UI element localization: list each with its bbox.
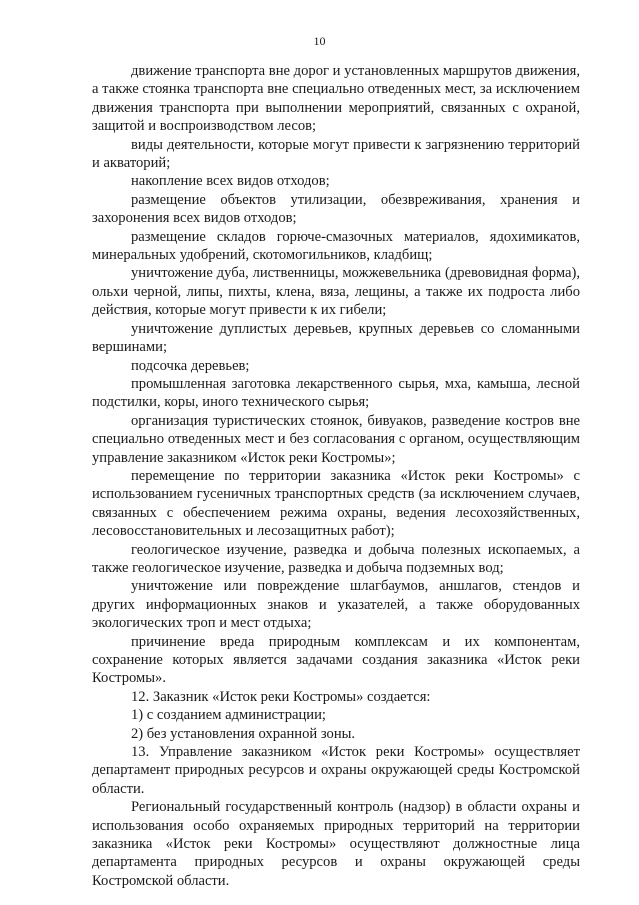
paragraph-off-road-traffic: движение транспорта вне дорог и установленных маршрутов движения, а также стоянка транспорта вне специально отведенных мест, за исключением движения транспорта при выполнении мероприятий, связанных с охраной, защитой и воспроизводством лесов; <box>92 63 580 135</box>
paragraph-hollow-trees: уничтожение дуплистых деревьев, крупных деревьев со сломанными вершинами; <box>92 320 580 356</box>
paragraph-waste-accumulation: накопление всех видов отходов; <box>131 173 330 190</box>
paragraph-clause-12-item-2: 2) без установления охранной зоны. <box>131 725 356 742</box>
paragraph-sign-damage: уничтожение или повреждение шлагбаумов, аншлагов, стендов и других информационных знаков и указателей, а также оборудованных экологических троп и мест отдыха; <box>92 578 580 632</box>
paragraph-regional-control: Региональный государственный контроль (надзор) в области охраны и использования особо охраняемых природных территорий на территории заказника «Исток реки Костромы» осуществляют должностные лица департамента природных ресурсов и охраны окружающей среды Костромской области. <box>92 799 580 889</box>
paragraph-harm-to-complexes: причинение вреда природным комплексам и их компонентам, сохранение которых является задачами создания заказника «Исток реки Костромы». <box>92 633 580 687</box>
paragraph-clause-13: 13. Управление заказником «Исток реки Костромы» осуществляет департамент природных ресурсов и охраны окружающей среды Костромской области. <box>92 744 580 797</box>
paragraph-clause-12-item-1: 1) с созданием администрации; <box>131 707 326 724</box>
page-number: 10 <box>313 34 326 48</box>
paragraph-geological-study: геологическое изучение, разведка и добыча полезных ископаемых, а также геологическое изучение, разведка и добыча подземных вод; <box>92 541 580 576</box>
paragraph-tracked-vehicles: перемещение по территории заказника «Исток реки Костромы» с использованием гусеничных транспортных средств (за исключением случаев, связанных с обеспечением режима охраны, ведения лесохозяйственных, лесовосстановительных и лесозащитных работ); <box>92 467 580 540</box>
paragraph-pollution-activities: виды деятельности, которые могут привести к загрязнению территорий и акваторий; <box>92 136 580 172</box>
paragraph-fuel-storage: размещение складов горюче-смазочных материалов, ядохимикатов, минеральных удобрений, скотомогильников, кладбищ; <box>92 228 580 264</box>
paragraph-raw-material-harvesting: промышленная заготовка лекарственного сырья, мха, камыша, лесной подстилки, коры, иного технического сырья; <box>92 375 580 411</box>
paragraph-tapping: подсочка деревьев; <box>131 357 250 374</box>
paragraph-clause-12: 12. Заказник «Исток реки Костромы» создается: <box>131 688 431 705</box>
paragraph-tourist-camps: организация туристических стоянок, бивуаков, разведение костров вне специально отведенных мест и без согласования с органом, осуществляющим управление заказником «Исток реки Костромы»; <box>92 412 580 466</box>
document-body <box>92 62 580 890</box>
paragraph-waste-facilities: размещение объектов утилизации, обезвреживания, хранения и захоронения всех видов отходов; <box>92 191 580 227</box>
paragraph-tree-species-destruction: уничтожение дуба, лиственницы, можжевельника (древовидная форма), ольхи черной, липы, пихты, клена, вяза, лещины, а также их подроста либо действия, которые могут привести к их гибели; <box>92 265 580 319</box>
